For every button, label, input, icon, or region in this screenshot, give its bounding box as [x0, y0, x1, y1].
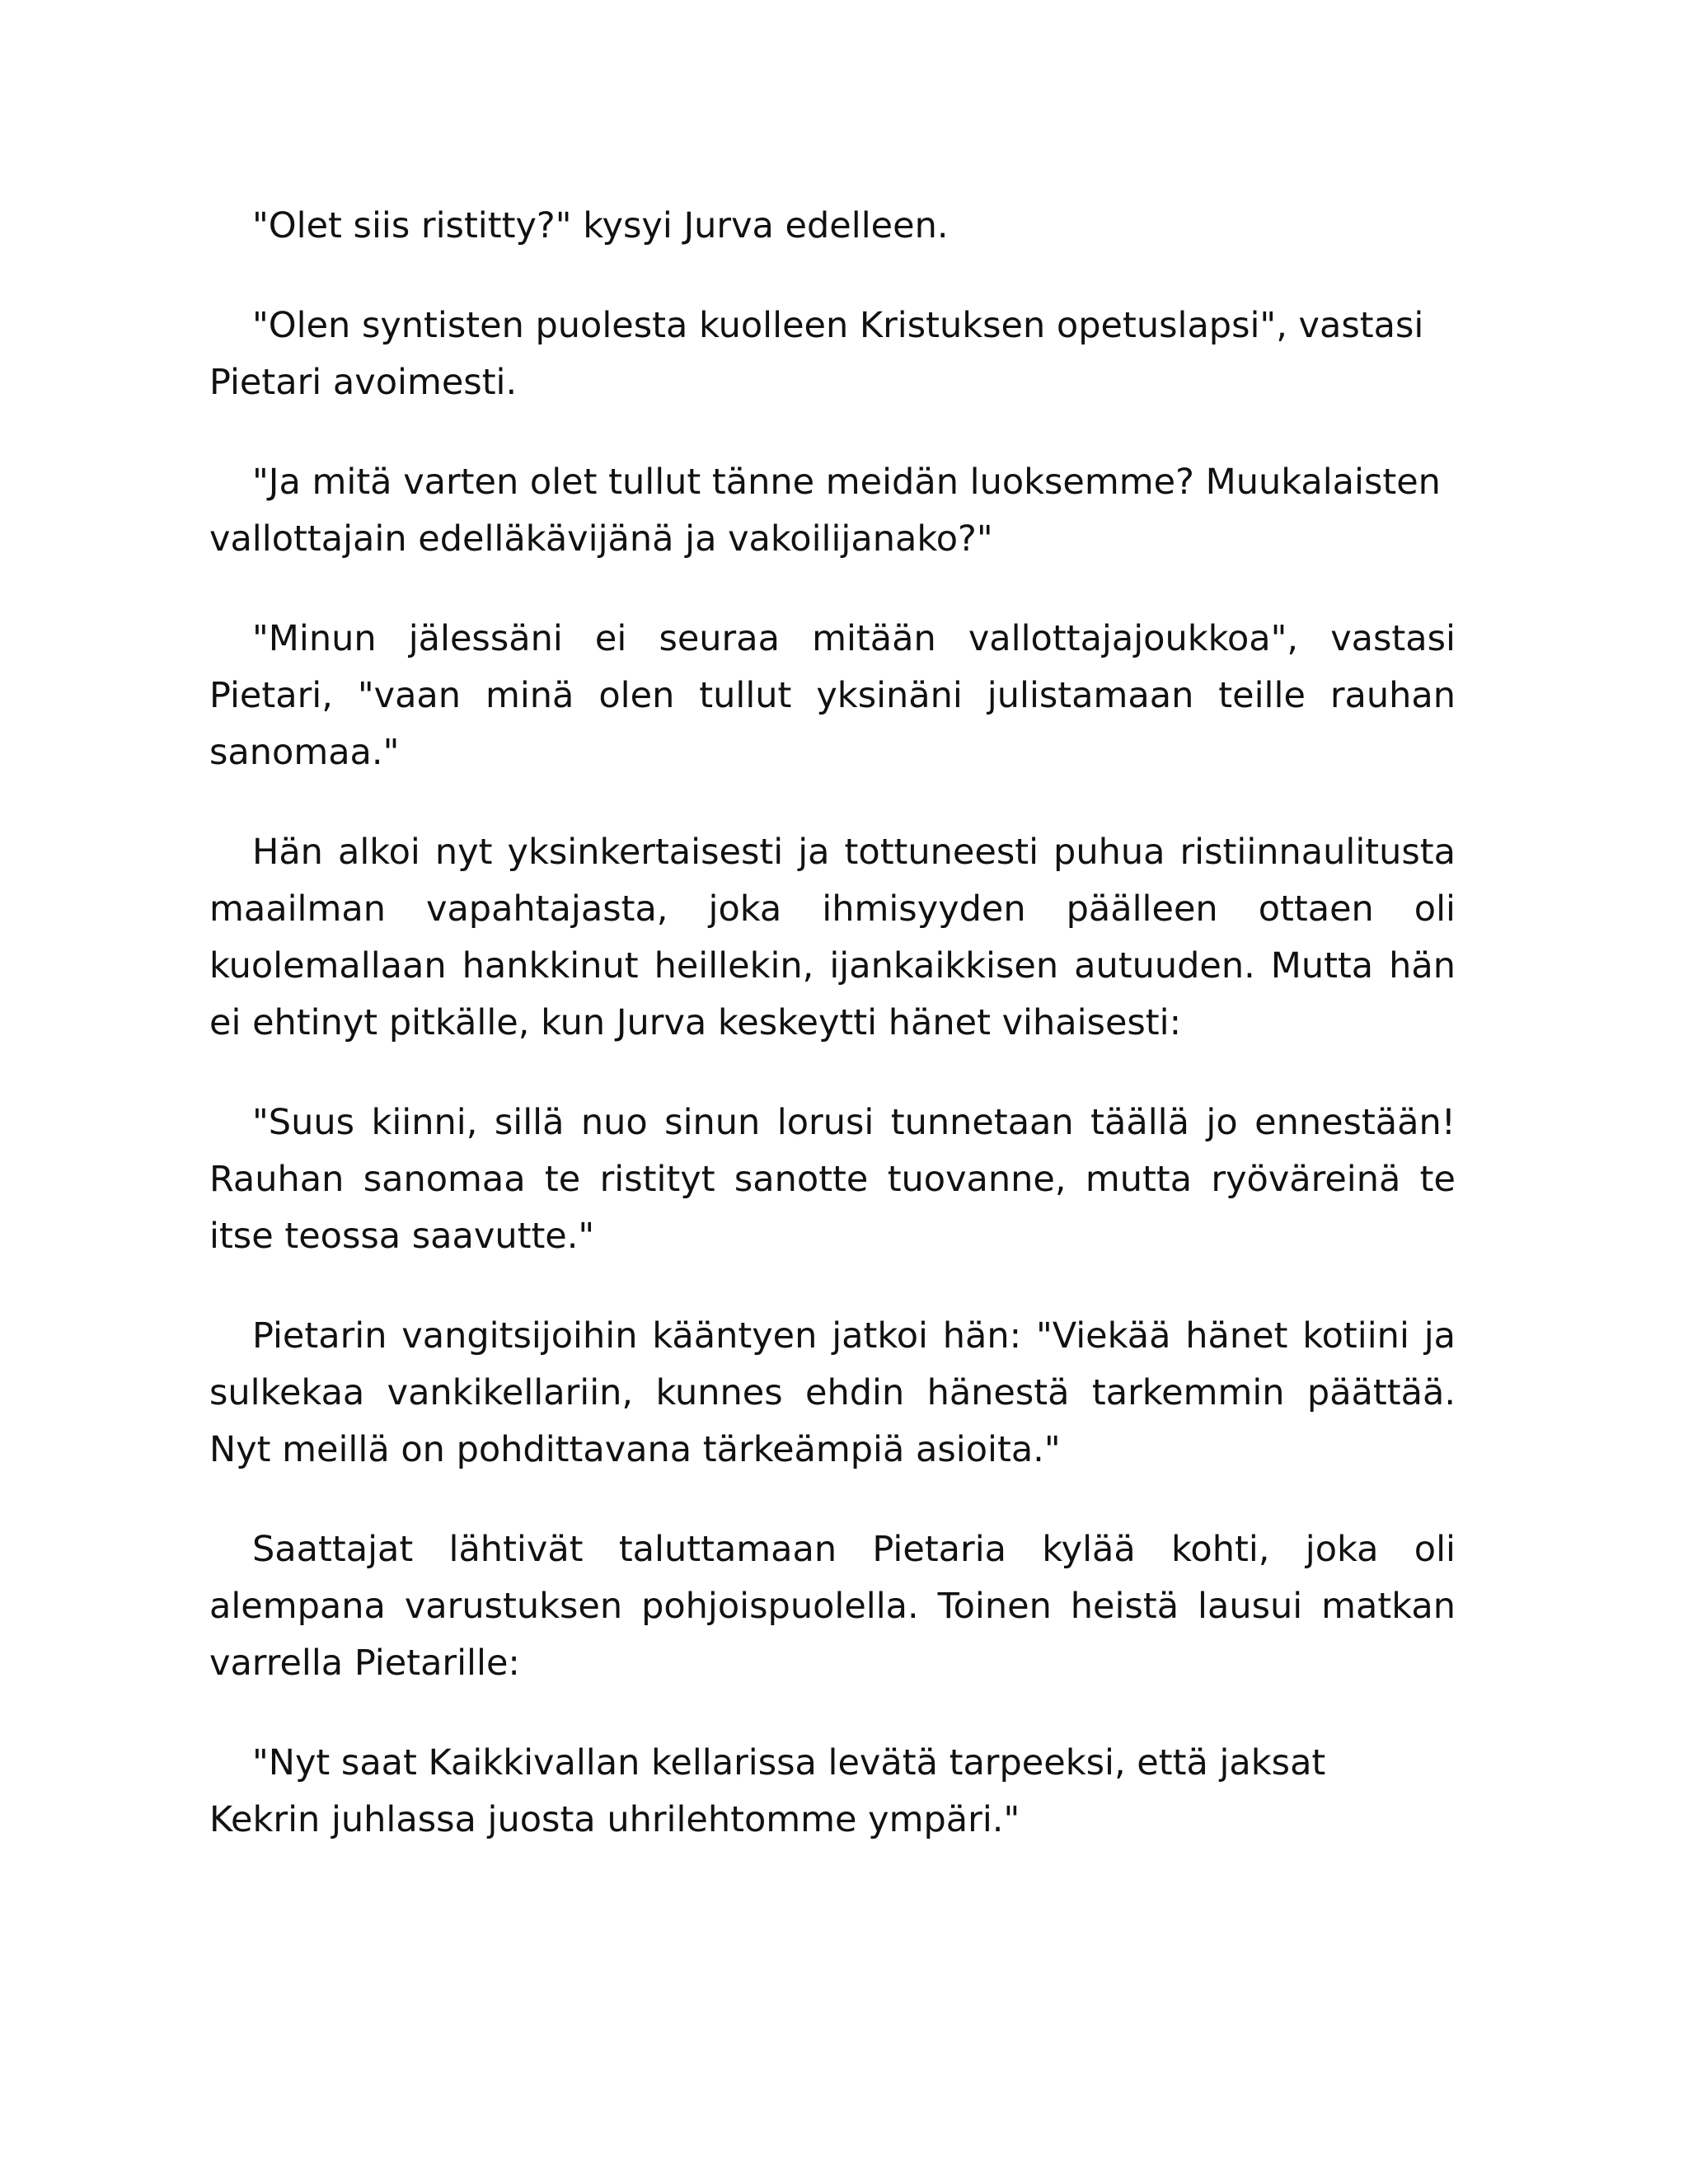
paragraph-6: "Suus kiinni, sillä nuo sinun lorusi tunnetaan täällä jo ennestään! Rauhan sanomaa te ristityt sanotte tuovanne, mutta ryöväreinä te itse teossa saavutte." [209, 1102, 1456, 1257]
paragraph-7: Pietarin vangitsijoihin kääntyen jatkoi hän: "Viekää hänet kotiini ja sulkekaa vankikellariin, kunnes ehdin hänestä tarkemmin päättää. Nyt meillä on pohdittavana tärkeämpiä asioita." [209, 1315, 1456, 1470]
paragraph-9: "Nyt saat Kaikkivallan kellarissa levätä tarpeeksi, että jaksat Kekrin juhlassa juosta uhrilehtomme ympäri." [209, 1742, 1326, 1840]
paragraph-8: Saattajat lähtivät taluttamaan Pietaria kylää kohti, joka oli alempana varustuksen pohjoispuolella. Toinen heistä lausui matkan varrella Pietarille: [209, 1529, 1456, 1684]
paragraph-1: "Olet siis ristitty?" kysyi Jurva edelleen. [252, 205, 949, 246]
paragraph-3: "Ja mitä varten olet tullut tänne meidän luoksemme? Muukalaisten vallottajain edelläkävijänä ja vakoilijanako?" [209, 462, 1441, 560]
paragraph-5: Hän alkoi nyt yksinkertaisesti ja tottuneesti puhua ristiinnaulitusta maailman vapahtajasta, joka ihmisyyden päälleen ottaen oli kuolemallaan hankkinut heillekin, ijankaikkisen autuuden. Mutta hän ei ehtinyt pitkälle, kun Jurva keskeytti hänet vihaisesti: [209, 832, 1456, 1043]
document-page [209, 198, 1456, 1849]
paragraph-2: "Olen syntisten puolesta kuolleen Kristuksen opetuslapsi", vastasi Pietari avoimesti. [209, 305, 1424, 403]
paragraph-4: "Minun jälessäni ei seuraa mitään vallottajajoukkoa", vastasi Pietari, "vaan minä olen tullut yksinäni julistamaan teille rauhan sanomaa." [209, 618, 1456, 773]
